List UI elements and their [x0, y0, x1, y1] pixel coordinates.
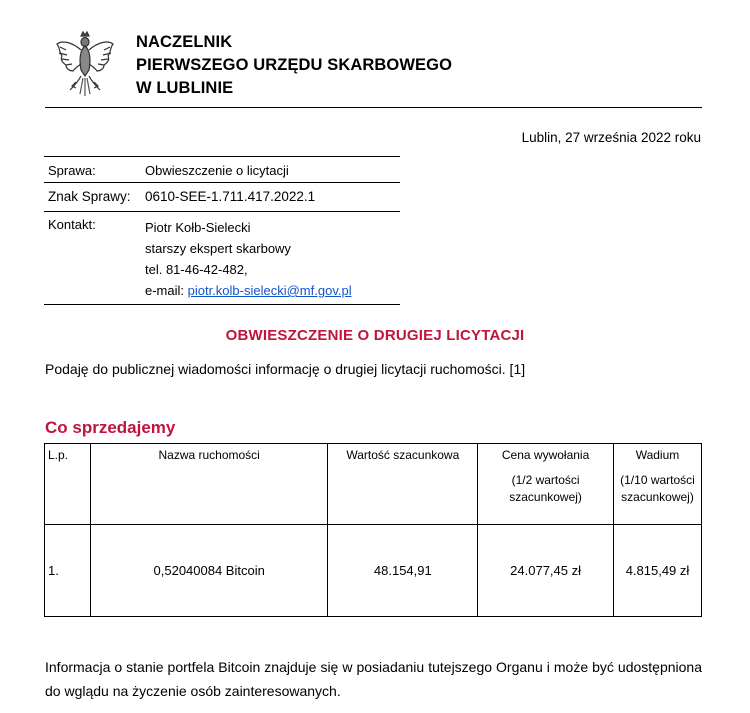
contact-phone: tel. 81-46-42-482,	[145, 262, 248, 277]
case-info-table	[44, 156, 400, 305]
case-reference-row	[44, 183, 400, 212]
auction-items-table	[44, 443, 702, 617]
office-line-3: W LUBLINIE	[136, 79, 234, 97]
document-title: OBWIESZCZENIE O DRUGIEJ LICYTACJI	[225, 327, 525, 344]
case-subject-row	[44, 157, 400, 183]
contact-email-prefix: e-mail:	[145, 283, 188, 298]
row-starting-price: 24.077,45 zł	[478, 525, 614, 617]
office-line-1: NACZELNIK	[136, 33, 233, 51]
case-subject-label: Sprawa:	[44, 157, 145, 183]
header-estimated-value: Wartość szacunkowa	[328, 444, 478, 525]
table-row	[45, 525, 702, 617]
case-subject-value: Obwieszczenie o licytacji	[145, 157, 400, 183]
contact-details	[145, 212, 400, 305]
portfolio-info-paragraph: Informacja o stanie portfela Bitcoin znajduje się w posiadaniu tutejszego Organu i może być udostępniona do wglądu na życzenie osób zainteresowanych.	[45, 659, 702, 699]
contact-email-line	[145, 280, 400, 301]
table-header-row	[45, 444, 702, 525]
contact-row	[44, 212, 400, 305]
header-starting-price-label: Cena wywołania	[501, 448, 590, 462]
case-reference-label: Znak Sprawy:	[44, 183, 145, 212]
row-item-name: 0,52040084 Bitcoin	[90, 525, 328, 617]
row-estimated-value: 48.154,91	[328, 525, 478, 617]
office-line-2: PIERWSZEGO URZĘDU SKARBOWEGO	[136, 56, 453, 74]
header-divider	[45, 107, 702, 108]
header-lp: L.p.	[45, 444, 91, 525]
section-heading: Co sprzedajemy	[45, 418, 176, 437]
header-item-name: Nazwa ruchomości	[90, 444, 328, 525]
header-deposit-label: Wadium	[635, 448, 680, 462]
letterhead	[48, 26, 702, 106]
contact-role: starszy ekspert skarbowy	[145, 241, 291, 256]
contact-label: Kontakt:	[44, 212, 145, 305]
case-reference-value: 0610-SEE-1.711.417.2022.1	[145, 183, 400, 212]
intro-paragraph: Podaję do publicznej wiadomości informację o drugiej licytacji ruchomości. [1]	[45, 361, 526, 377]
contact-email-link[interactable]: piotr.kolb-sielecki@mf.gov.pl	[187, 283, 352, 298]
header-deposit	[614, 444, 702, 525]
issuing-office-name	[136, 31, 452, 100]
polish-eagle-emblem-icon	[54, 30, 116, 100]
header-starting-price-note: (1/2 wartości szacunkowej)	[509, 473, 582, 504]
document-date: Lublin, 27 września 2022 roku	[521, 130, 701, 145]
header-starting-price	[478, 444, 614, 525]
row-lp: 1.	[45, 525, 91, 617]
header-deposit-note: (1/10 wartości szacunkowej)	[620, 473, 695, 504]
row-deposit: 4.815,49 zł	[614, 525, 702, 617]
contact-name: Piotr Kołb-Sielecki	[145, 220, 251, 235]
